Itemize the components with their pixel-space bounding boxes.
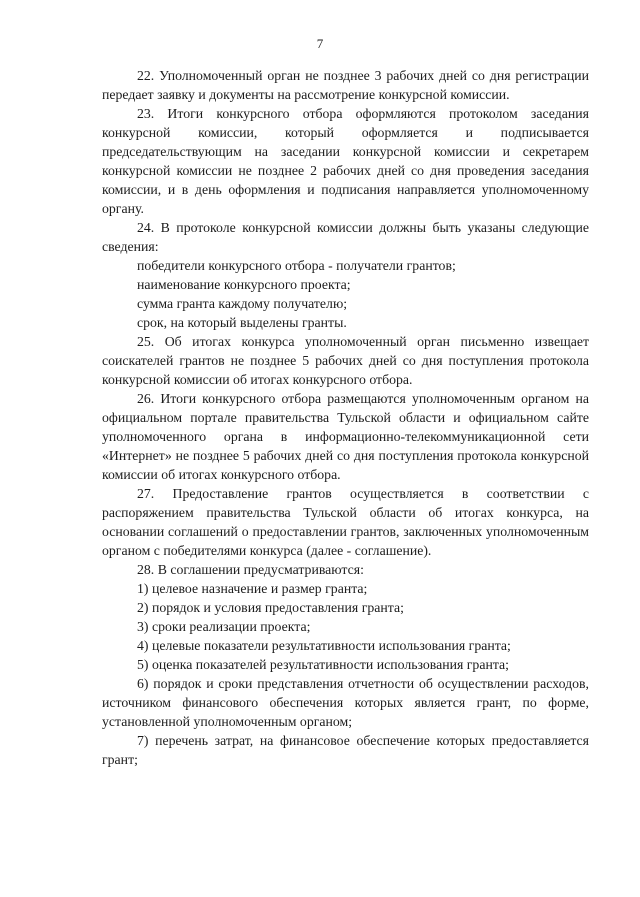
- page-number: 7: [316, 36, 324, 51]
- list-item: 5) оценка показателей результативности использования гранта;: [137, 657, 509, 672]
- paragraph-23: 23. Итоги конкурсного отбора оформляются протоколом заседания конкурсной комиссии, который оформляется и подписывается председательствующим на заседании конкурсной комиссии и секретарем конкурсной комиссии не позднее 2 рабочих дней со дня проведения заседания комиссии, и в день оформления и подписания направляется уполномоченному органу.: [102, 106, 589, 216]
- list-item: срок, на который выделены гранты.: [137, 315, 347, 330]
- list-item: победители конкурсного отбора - получатели грантов;: [137, 258, 456, 273]
- paragraph-28-6: 6) порядок и сроки представления отчетности об осуществлении расходов, источником финансового обеспечения которых является грант, по форме, установленной уполномоченным органом;: [102, 676, 589, 729]
- paragraph-28-7: 7) перечень затрат, на финансовое обеспечение которых предоставляется грант;: [102, 733, 589, 767]
- list-item: 3) сроки реализации проекта;: [137, 619, 311, 634]
- paragraph-24: 24. В протоколе конкурсной комиссии должны быть указаны следующие сведения:: [102, 220, 589, 254]
- paragraph-27: 27. Предоставление грантов осуществляется в соответствии с распоряжением правительства Тульской области об итогах конкурса, на основании соглашений о предоставлении грантов, заключенных уполномоченным органом с победителями конкурса (далее - соглашение).: [102, 486, 589, 558]
- list-item: наименование конкурсного проекта;: [137, 277, 351, 292]
- paragraph-26: 26. Итоги конкурсного отбора размещаются уполномоченным органом на официальном портале правительства Тульской области и официальном сайте уполномоченного органа в информационно-телекоммуникационной сети «Интернет» не позднее 5 рабочих дней со дня поступления протокола конкурсной комиссии об итогах конкурсного отбора.: [102, 391, 589, 482]
- list-item: 2) порядок и условия предоставления гранта;: [137, 600, 404, 615]
- paragraph-22: 22. Уполномоченный орган не позднее 3 рабочих дней со дня регистрации передает заявку и документы на рассмотрение конкурсной комиссии.: [102, 68, 589, 102]
- list-item: сумма гранта каждому получателю;: [137, 296, 348, 311]
- list-item: 1) целевое назначение и размер гранта;: [137, 581, 368, 596]
- paragraph-25: 25. Об итогах конкурса уполномоченный орган письменно извещает соискателей грантов не позднее 5 рабочих дней со дня поступления протокола конкурсной комиссии об итогах конкурсного отбора.: [102, 334, 589, 387]
- list-item: 4) целевые показатели результативности использования гранта;: [137, 638, 511, 653]
- document-body: [102, 66, 589, 769]
- paragraph-28: 28. В соглашении предусматриваются:: [137, 562, 364, 577]
